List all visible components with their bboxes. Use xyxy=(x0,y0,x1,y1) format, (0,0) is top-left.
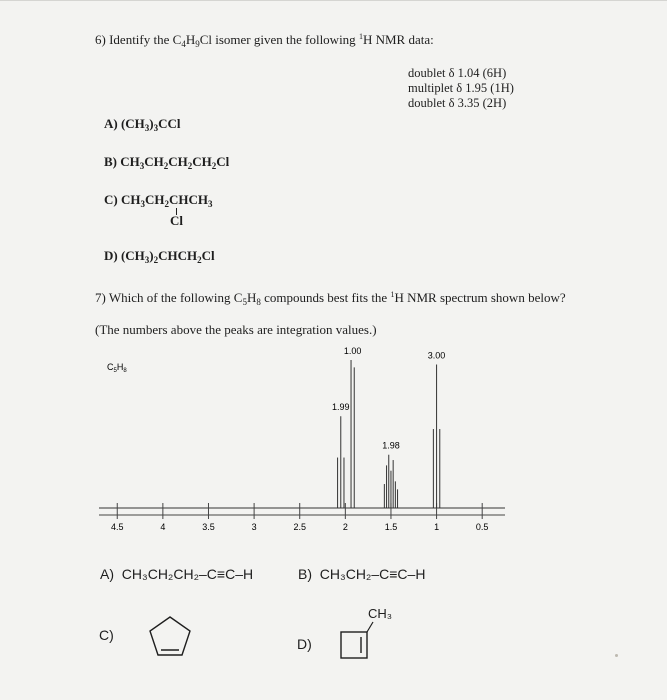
q7-option-b: B) CH₃CH₂–C≡C–H xyxy=(298,566,426,582)
spectrum-peak xyxy=(433,364,439,508)
spectrum-peak xyxy=(384,455,397,508)
q6-option-b: B) $CH_3CH_2CH_2CH_2Cl$ xyxy=(104,154,230,171)
x-tick-label: 3 xyxy=(251,522,257,532)
q7-option-d-label: D) xyxy=(297,636,312,652)
x-tick-label: 4.5 xyxy=(110,522,124,532)
x-tick-label: 2.5 xyxy=(293,522,306,532)
integration-label: 1.98 xyxy=(382,440,400,451)
x-tick-label: 1.5 xyxy=(384,522,398,532)
integration-label: 1.00 xyxy=(343,346,362,356)
x-tick-label: 0.5 xyxy=(475,522,489,532)
spectrum-peak xyxy=(338,416,344,508)
nmr-data-list xyxy=(408,66,514,111)
q7-option-c-label: C) xyxy=(99,627,114,643)
question-6-prompt: 6) Identify the $C_4H_9Cl$ isomer given the following $^1$H NMR data: xyxy=(95,32,434,49)
spectrum-formula-label: $C_5H_8$ xyxy=(107,362,127,374)
question-7-note: (The numbers above the peaks are integration values.) xyxy=(95,322,377,337)
q6-option-c-cl: Cl xyxy=(170,213,183,228)
integration-label: 3.00 xyxy=(427,350,446,361)
q6-option-d: D) $(CH_3)_2CHCH_2Cl$ xyxy=(104,248,215,265)
cyclopentene-structure xyxy=(146,613,194,659)
spectrum-peak xyxy=(351,360,354,508)
nmr-data-line: doublet δ 1.04 (6H) xyxy=(408,66,507,80)
q6-option-c: C) $CH_3CH_2CHCH_3$ xyxy=(104,192,213,209)
x-tick-label: 2 xyxy=(342,522,348,532)
question-7-prompt: 7) Which of the following $C_5H_8$ compounds best fits the $^1$H NMR spectrum shown below? xyxy=(95,290,566,307)
methylcyclobutene-structure xyxy=(335,618,375,666)
q7-option-a: A) CH₃CH₂CH₂–C≡C–H xyxy=(100,566,254,582)
x-tick-label: 1 xyxy=(434,522,440,532)
x-tick-label: 4 xyxy=(160,522,166,532)
top-border xyxy=(0,0,667,1)
integration-label: 1.99 xyxy=(332,402,350,413)
nmr-data-line: doublet δ 3.35 (2H) xyxy=(408,96,507,110)
speck xyxy=(615,654,618,657)
nmr-spectrum-chart xyxy=(95,340,515,540)
x-tick-label: 3.5 xyxy=(202,522,215,532)
q7-option-d-methyl: CH₃ xyxy=(368,606,393,621)
nmr-data-line: multiplet δ 1.95 (1H) xyxy=(408,81,514,95)
q6-option-a: A) $(CH_3)_3CCl$ xyxy=(104,116,181,133)
